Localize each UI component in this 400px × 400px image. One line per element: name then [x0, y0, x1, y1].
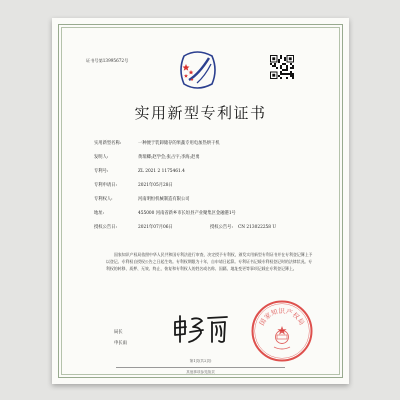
official-seal-icon: [250, 299, 314, 363]
handwritten-signature: [172, 312, 230, 348]
field-label: 授权公告日:: [94, 225, 117, 230]
field-label: 授权公告号:: [210, 225, 233, 230]
field-value: 一种便于装卸储存的果蔬专用电加热烘干机: [138, 141, 220, 146]
patent-office-emblem-icon: [177, 50, 219, 90]
seal-text: 国家知识产权局: [257, 307, 307, 327]
field-value: 黄瑞卿;赵学会;张占宇;李海;赵勇: [138, 155, 200, 160]
field-label: 专利权人:: [94, 197, 113, 202]
certificate-number: 证书号第13995672号: [86, 58, 129, 63]
certificate-title: 实用新型专利证书: [134, 104, 267, 122]
footer-note: 其他事项参见续页: [186, 370, 215, 374]
field-label: 专利号:: [94, 169, 109, 174]
field-value: 2021年05月28日: [138, 183, 173, 188]
qr-code-icon: [270, 55, 294, 79]
field-label: 发明人:: [94, 155, 109, 160]
field-label: 专利申请日:: [94, 183, 117, 188]
certificate-body-text: 国家知识产权局依照中华人民共和国专利法进行审查，决定授予专利权，颁发实用新型专利证书并在专利登记簿上予以登记。专利权自授权公告之日起生效。专利权期限为十年，自申请日起算。专利证书记载专利权登记时的法律状况。专利权的转移、质押、无效、终止、恢复和专利权人的姓名或名称、国籍、地址变更等事项记载在专利登记簿上。: [106, 252, 313, 271]
field-value: 河南明恒机械制造有限公司: [138, 197, 190, 202]
field-value: 2021年07月06日: [138, 225, 173, 230]
field-value: CN 213022258 U: [238, 225, 277, 230]
footer-divider: [116, 367, 285, 368]
field-label: 地址:: [94, 211, 105, 216]
signatory-name: 申长雨: [114, 341, 127, 346]
page-number: 第1页(共2页): [189, 359, 212, 363]
field-label: 实用新型名称:: [94, 141, 122, 146]
signatory-title: 局长: [114, 330, 123, 335]
certificate-page: [52, 18, 349, 384]
field-value: ZL 2021 2 1175461.4: [138, 169, 185, 174]
svg-text:国家知识产权局: [257, 306, 306, 327]
field-value: 455000 河南省新乡市长垣县产业聚集区金融港1号: [138, 211, 236, 216]
